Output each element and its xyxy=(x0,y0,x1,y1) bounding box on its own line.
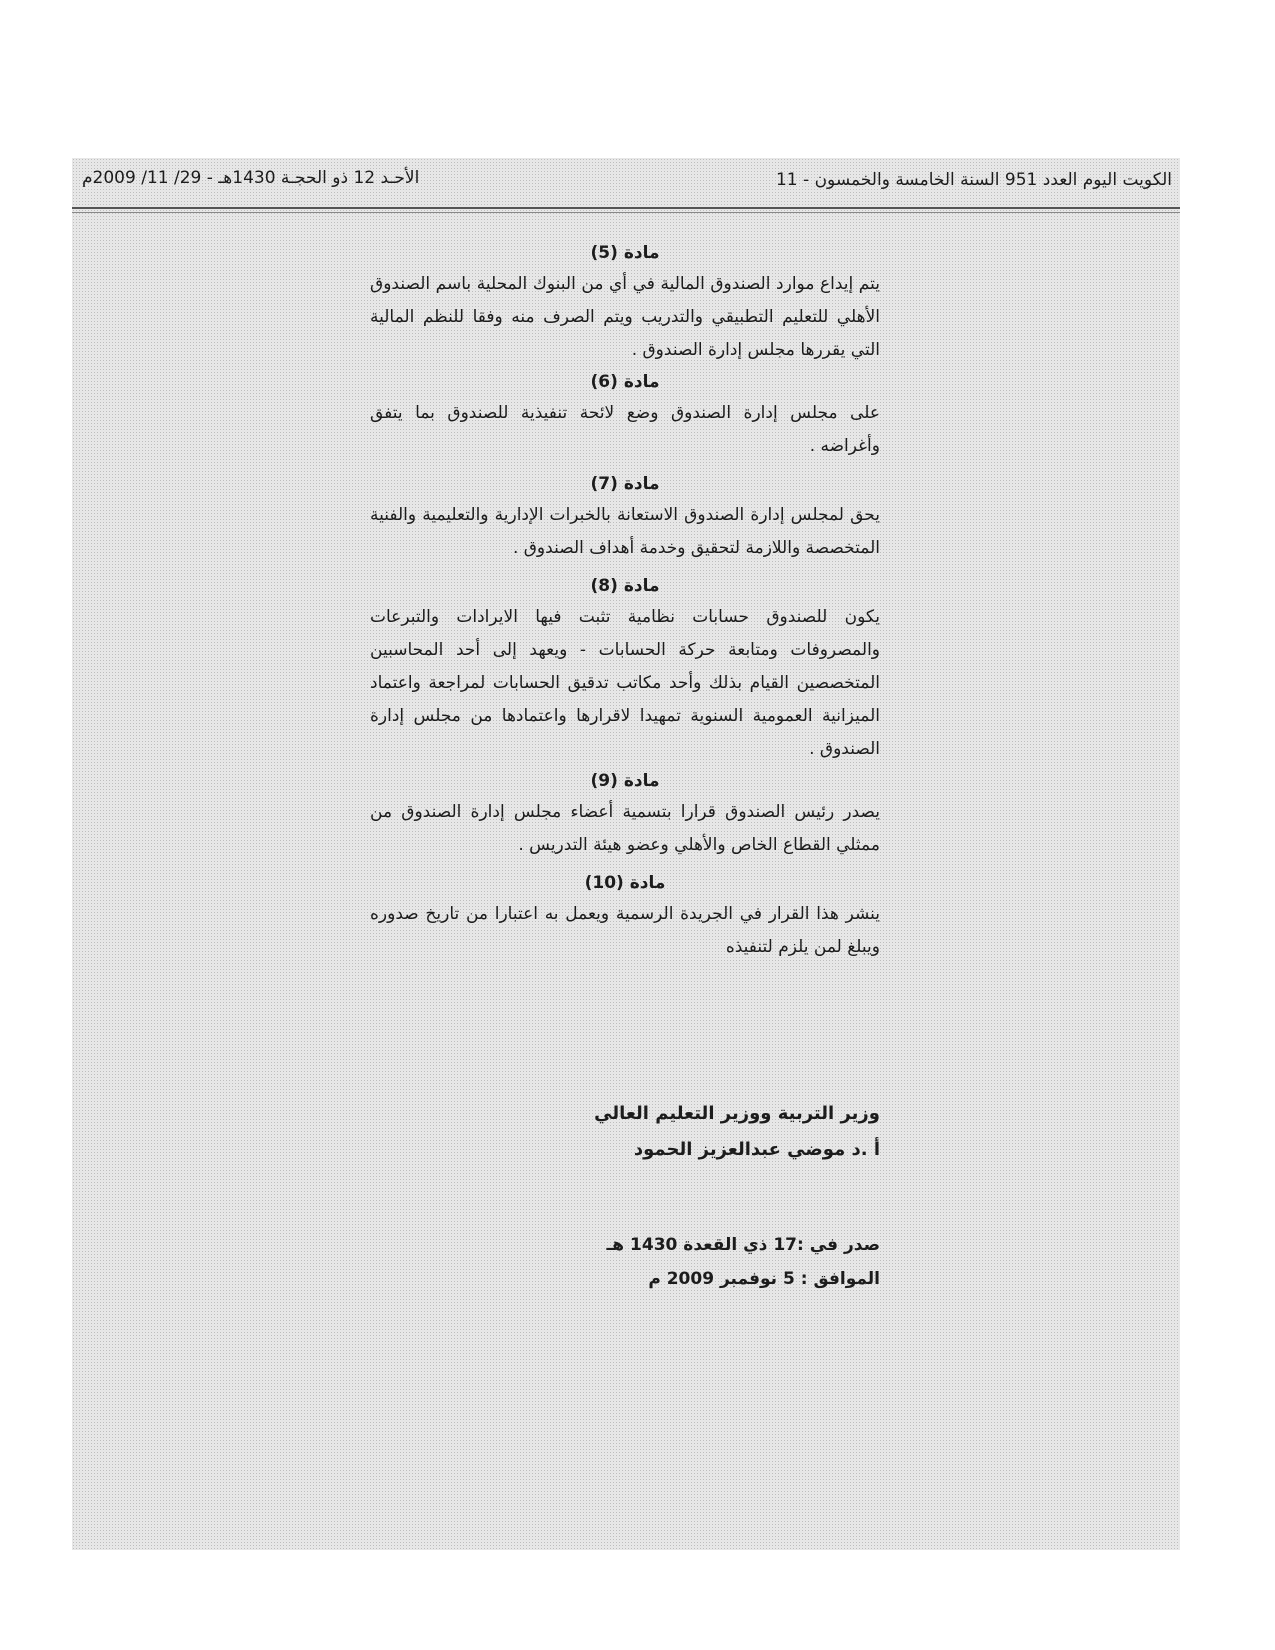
article-title: مادة (8) xyxy=(590,576,660,596)
article-title: مادة (9) xyxy=(590,771,660,791)
articles-body xyxy=(370,238,880,964)
header-divider-thin xyxy=(72,212,1180,213)
article-text: يكون للصندوق حسابات نظامية تثبت فيها الايرادات والتبرعات والمصروفات ومتابعة حركة الحسابات - ويعهد إلى أحد المحاسبين المتخصصين القيام بذلك وأحد مكاتب تدقيق الحسابات لمراجعة واعتماد الميزانية العمومية السنوية تمهيدا لاقرارها واعتمادها من مجلس إدارة الصندوق . xyxy=(370,607,880,759)
header-divider xyxy=(72,207,1180,209)
article-text: يتم إيداع موارد الصندوق المالية في أي من البنوك المحلية باسم الصندوق الأهلي للتعليم التطبيقي والتدريب ويتم الصرف منه وفقا للنظم المالية التي يقررها مجلس إدارة الصندوق . xyxy=(370,274,880,360)
article-8 xyxy=(370,571,880,766)
article-9 xyxy=(370,766,880,862)
issue-date-hijri: صدر في :17 ذي القعدة 1430 هـ xyxy=(606,1235,880,1255)
issue-date-block xyxy=(580,1228,880,1296)
minister-title: وزير التربية ووزير التعليم العالي xyxy=(594,1103,880,1124)
article-7 xyxy=(370,469,880,565)
article-text: على مجلس إدارة الصندوق وضع لائحة تنفيذية للصندوق بما يتفق وأغراضه . xyxy=(370,403,880,456)
article-title: مادة (6) xyxy=(590,372,660,392)
article-text: يصدر رئيس الصندوق قرارا بتسمية أعضاء مجلس إدارة الصندوق من ممثلي القطاع الخاص والأهلي وعضو هيئة التدريس . xyxy=(370,802,880,855)
article-6 xyxy=(370,367,880,463)
signature-block xyxy=(370,1096,880,1168)
article-title: مادة (10) xyxy=(584,873,666,893)
article-text: يحق لمجلس إدارة الصندوق الاستعانة بالخبرات الإدارية والتعليمية والفنية المتخصصة واللازمة لتحقيق وخدمة أهداف الصندوق . xyxy=(370,505,880,558)
page-header xyxy=(72,164,1180,204)
minister-name: أ .د موضي عبدالعزيز الحمود xyxy=(633,1139,880,1160)
article-title: مادة (7) xyxy=(590,474,660,494)
article-10 xyxy=(370,868,880,964)
article-title: مادة (5) xyxy=(590,243,660,263)
header-date: الأحـد 12 ذو الحجـة 1430هـ - 29/ 11/ 2009م xyxy=(82,168,420,188)
issue-date-gregorian: الموافق : 5 نوفمبر 2009 م xyxy=(648,1269,880,1289)
article-text: ينشر هذا القرار في الجريدة الرسمية ويعمل به اعتبارا من تاريخ صدوره ويبلغ لمن يلزم لتنفيذه xyxy=(370,904,880,957)
header-gazette-info: الكويت اليوم العدد 951 السنة الخامسة والخمسون - 11 xyxy=(775,170,1172,190)
article-5 xyxy=(370,238,880,367)
